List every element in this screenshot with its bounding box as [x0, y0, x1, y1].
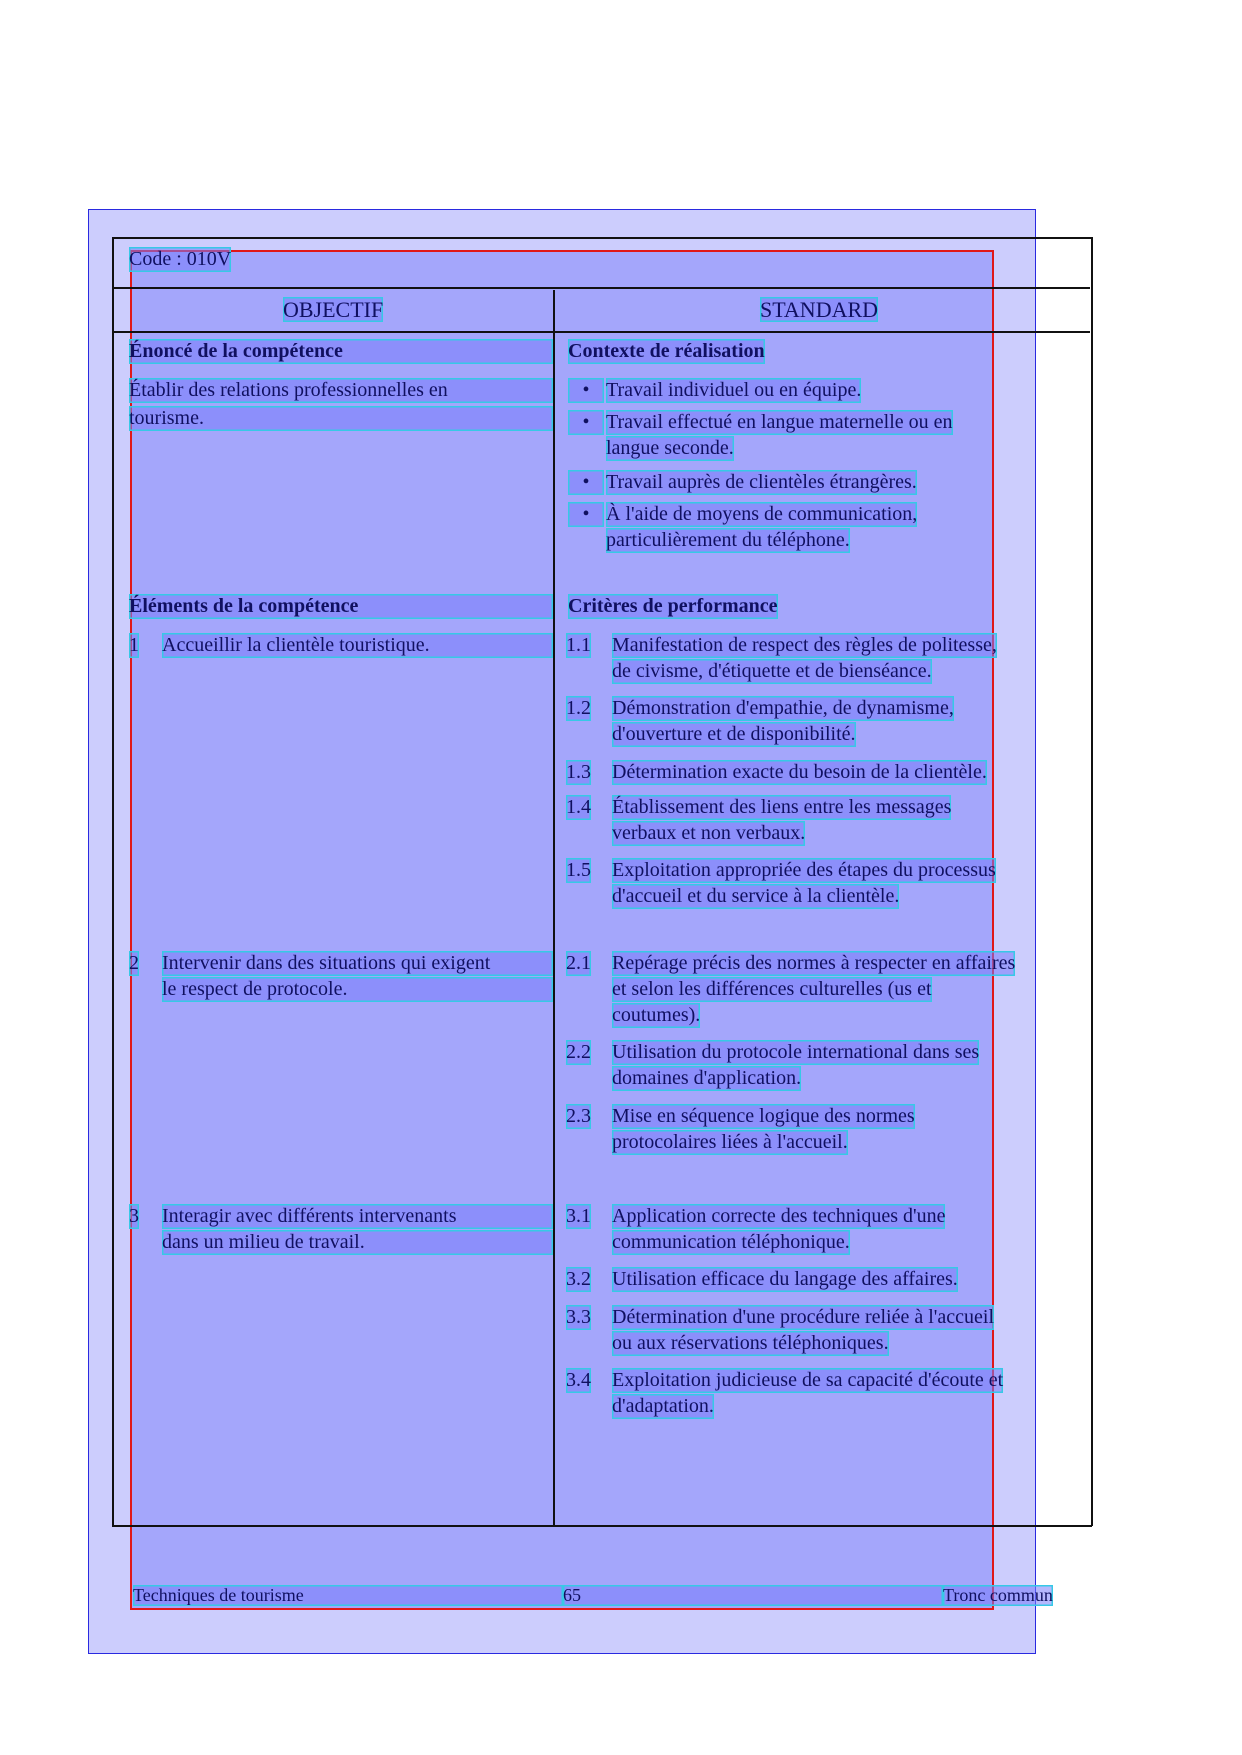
element-line: Intervenir dans des situations qui exigent — [162, 951, 553, 976]
header-objectif: OBJECTIF — [283, 297, 384, 322]
critere-line: Utilisation du protocole international dans ses — [612, 1041, 980, 1063]
contexte-title: Contexte de réalisation — [568, 340, 765, 362]
bullet: • — [568, 378, 604, 403]
critere-line: de civisme, d'étiquette et de bienséance. — [612, 660, 932, 682]
critere-line: Utilisation efficace du langage des affaires. — [612, 1268, 958, 1290]
table-bottom-border — [112, 1525, 1092, 1527]
critere-line: Application correcte des techniques d'une — [612, 1205, 946, 1227]
element-line: Accueillir la clientèle touristique. — [162, 633, 553, 658]
table-right-border — [1091, 237, 1093, 1526]
element-number: 2 — [129, 952, 139, 974]
enonce-title: Énoncé de la compétence — [129, 339, 553, 364]
critere-number: 1.3 — [566, 761, 591, 783]
element-number: 3 — [129, 1205, 139, 1227]
footer-section: Tronc commun — [943, 1585, 1053, 1605]
critere-line: Manifestation de respect des règles de politesse, — [612, 634, 997, 656]
critere-line: d'ouverture et de disponibilité. — [612, 723, 856, 745]
critere-line: verbaux et non verbaux. — [612, 822, 806, 844]
criteres-title: Critères de performance — [568, 595, 778, 617]
content-region — [130, 250, 994, 1610]
element-number: 1 — [129, 634, 139, 656]
critere-line: coutumes). — [612, 1004, 701, 1026]
critere-line: d'adaptation. — [612, 1395, 714, 1417]
footer-page-number: 65 — [563, 1585, 943, 1606]
critere-number: 1.5 — [566, 859, 591, 881]
bullet: • — [568, 470, 604, 495]
contexte-line: Travail effectué en langue maternelle ou en — [606, 411, 953, 433]
table-top-border — [112, 237, 1092, 239]
bullet: • — [568, 502, 604, 527]
critere-line: Repérage précis des normes à respecter en affaires — [612, 952, 1016, 974]
contexte-line: particulièrement du téléphone. — [606, 529, 850, 551]
critere-number: 2.3 — [566, 1105, 591, 1127]
header-bottom-rule — [112, 331, 1090, 333]
critere-line: Détermination d'une procédure reliée à l'accueil — [612, 1306, 995, 1328]
element-line: dans un milieu de travail. — [162, 1230, 553, 1255]
enonce-line: Établir des relations professionnelles en — [129, 378, 553, 403]
column-divider — [553, 290, 555, 1526]
element-line: le respect de protocole. — [162, 977, 553, 1002]
critere-line: Exploitation judicieuse de sa capacité d'écoute et — [612, 1369, 1004, 1391]
critere-number: 3.3 — [566, 1306, 591, 1328]
bullet: • — [568, 410, 604, 435]
header-standard: STANDARD — [760, 297, 879, 322]
critere-number: 3.4 — [566, 1369, 591, 1391]
contexte-line: À l'aide de moyens de communication, — [606, 503, 918, 525]
enonce-line: tourisme. — [129, 406, 553, 431]
code-label: Code : 010V — [129, 248, 232, 270]
critere-line: protocolaires liées à l'accueil. — [612, 1131, 848, 1153]
elements-title: Éléments de la compétence — [129, 594, 553, 619]
contexte-line: Travail individuel ou en équipe. — [606, 379, 862, 401]
contexte-line: Travail auprès de clientèles étrangères. — [606, 471, 917, 493]
table-left-border — [112, 237, 114, 1526]
element-line: Interagir avec différents intervenants — [162, 1204, 553, 1229]
critere-line: Démonstration d'empathie, de dynamisme, — [612, 697, 954, 719]
critere-number: 1.1 — [566, 634, 591, 656]
critere-line: communication téléphonique. — [612, 1231, 850, 1253]
critere-line: Exploitation appropriée des étapes du processus — [612, 859, 996, 881]
critere-line: Mise en séquence logique des normes — [612, 1105, 915, 1127]
critere-number: 1.2 — [566, 697, 591, 719]
critere-line: domaines d'application. — [612, 1067, 802, 1089]
contexte-line: langue seconde. — [606, 437, 734, 459]
critere-number: 3.2 — [566, 1268, 591, 1290]
critere-number: 2.2 — [566, 1041, 591, 1063]
critere-number: 3.1 — [566, 1205, 591, 1227]
critere-line: et selon les différences culturelles (us et — [612, 978, 932, 1000]
critere-line: d'accueil et du service à la clientèle. — [612, 885, 900, 907]
critere-number: 1.4 — [566, 796, 591, 818]
critere-line: Établissement des liens entre les messages — [612, 796, 952, 818]
critere-line: ou aux réservations téléphoniques. — [612, 1332, 889, 1354]
critere-line: Détermination exacte du besoin de la clientèle. — [612, 761, 987, 783]
header-top-rule — [112, 287, 1090, 289]
footer-program: Techniques de tourisme — [133, 1585, 563, 1606]
critere-number: 2.1 — [566, 952, 591, 974]
